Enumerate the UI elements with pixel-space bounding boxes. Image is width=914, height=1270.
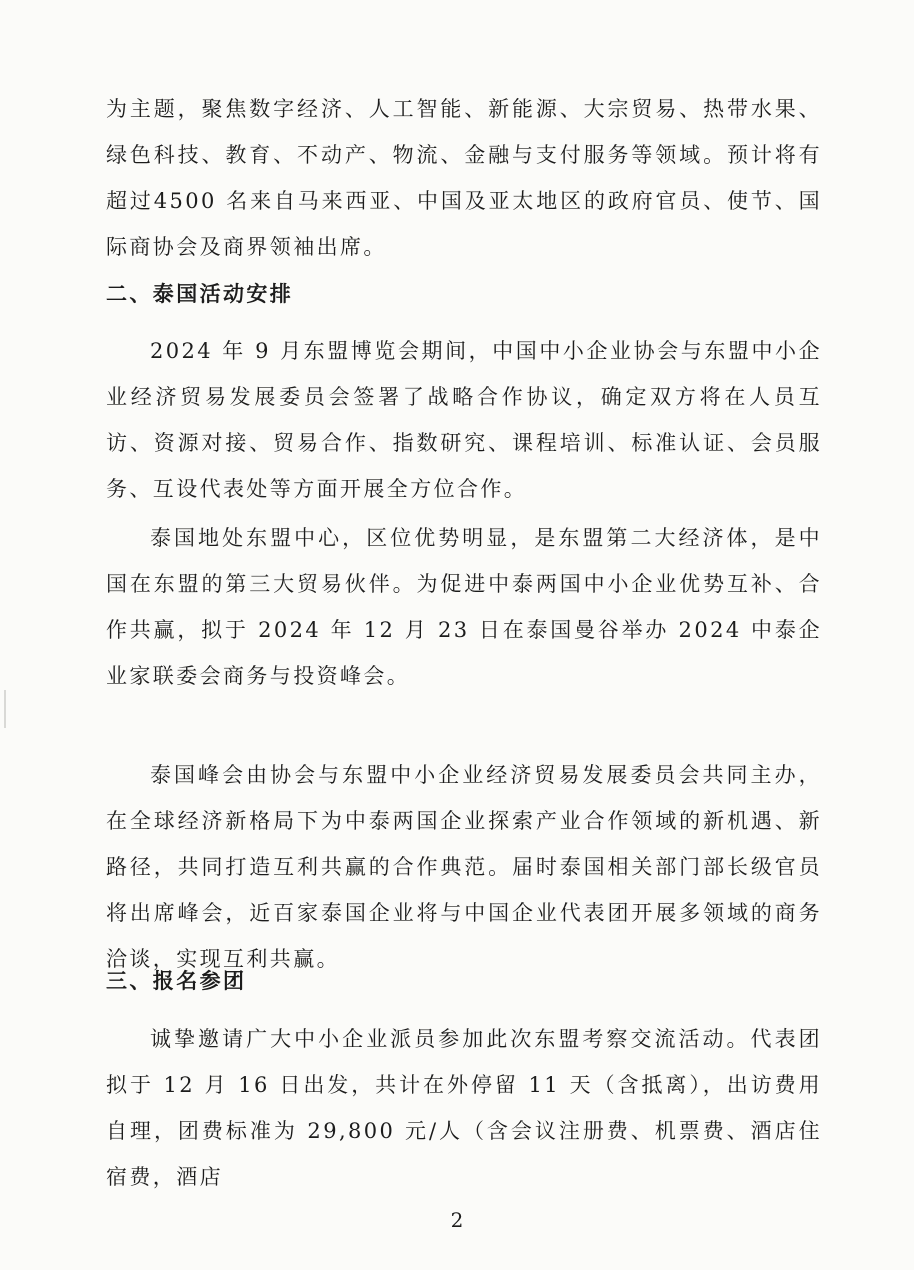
section-heading-registration: 三、报名参团 [106,969,247,993]
paragraph-agreement: 2024 年 9 月东盟博览会期间，中国中小企业协会与东盟中小企业经济贸易发展委员会签署了战略合作协议，确定双方将在人员互访、资源对接、贸易合作、指数研究、课程培训、标准认证、会员服务、互设代表处等方面开展全方位合作。 [106,339,822,501]
section-heading-thailand: 二、泰国活动安排 [106,282,294,306]
paragraph-topic: 为主题，聚焦数字经济、人工智能、新能源、大宗贸易、热带水果、绿色科技、教育、不动产、物流、金融与支付服务等领域。预计将有超过4500 名来自马来西亚、中国及亚太地区的政府官员、使节、国际商协会及商界领袖出席。 [106,97,822,259]
page-number: 2 [450,1208,464,1232]
paragraph-thailand-intro: 泰国地处东盟中心，区位优势明显，是东盟第二大经济体，是中国在东盟的第三大贸易伙伴。为促进中泰两国中小企业优势互补、合作共赢，拟于 2024 年 12 月 23 日在泰国曼谷举办 2024 中泰企业家联委会商务与投资峰会。 [106,526,822,688]
paragraph-summit: 泰国峰会由协会与东盟中小企业经济贸易发展委员会共同主办，在全球经济新格局下为中泰两国企业探索产业合作领域的新机遇、新路径，共同打造互利共赢的合作典范。届时泰国相关部门部长级官员将出席峰会，近百家泰国企业将与中国企业代表团开展多领域的商务洽谈，实现互利共赢。 [106,763,822,971]
scan-edge-mark [4,690,6,728]
paragraph-registration: 诚挚邀请广大中小企业派员参加此次东盟考察交流活动。代表团拟于 12 月 16 日出发，共计在外停留 11 天（含抵离），出访费用自理，团费标准为 29,800 元/人（含会议注册费、机票费、酒店住宿费，酒店 [106,1027,822,1189]
